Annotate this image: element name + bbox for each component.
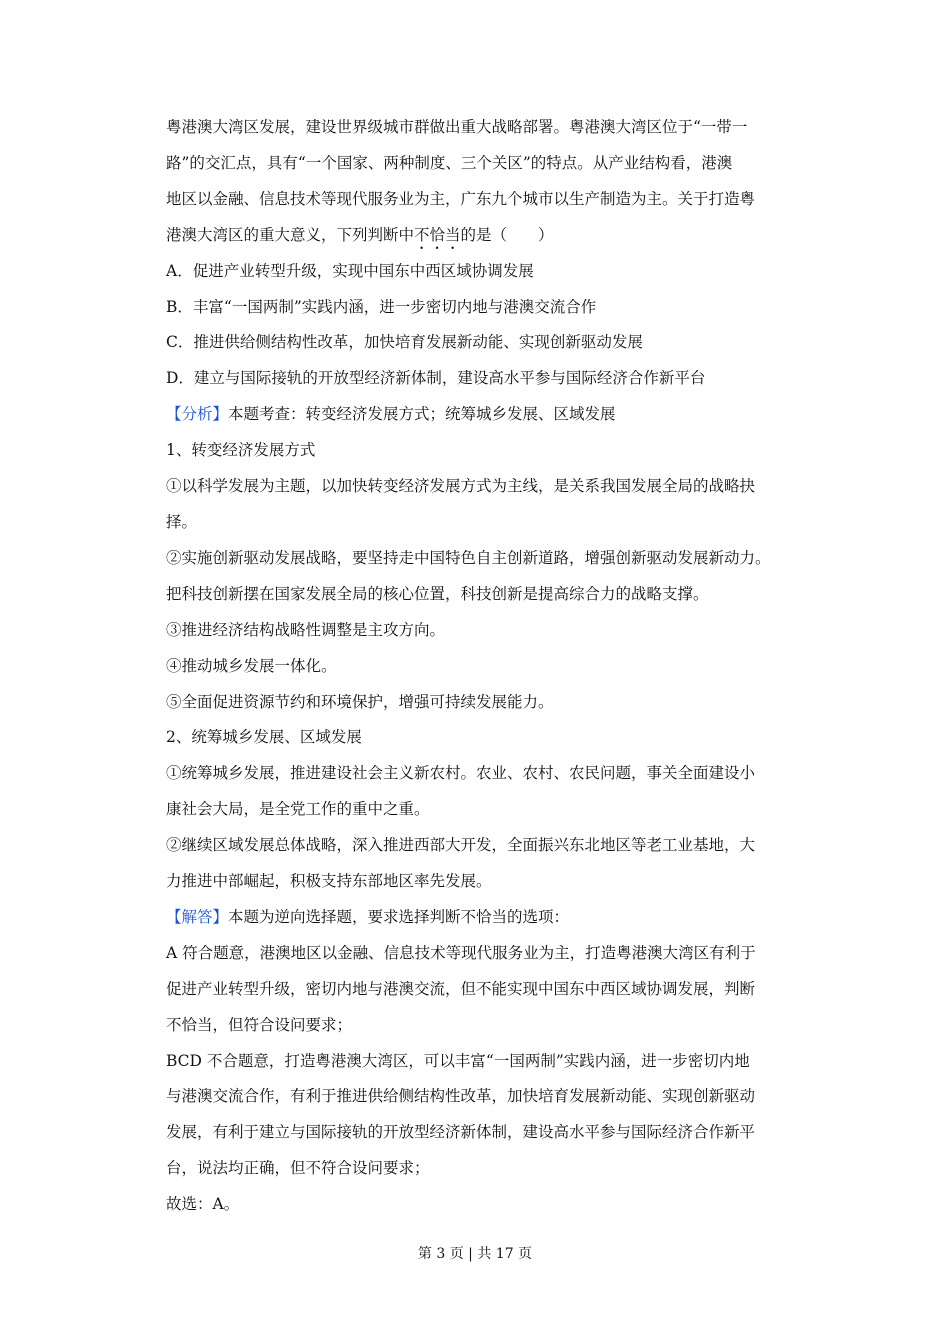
analysis-line: ②实施创新驱动发展战略，要坚持走中国特色自主创新道路，增强创新驱动发展新动力。 bbox=[166, 548, 771, 567]
answer-line: 故选：A。 bbox=[166, 1195, 240, 1214]
analysis-line: ③推进经济结构战略性调整是主攻方向。 bbox=[166, 620, 446, 639]
question-line bbox=[166, 218, 826, 254]
document-body bbox=[166, 110, 826, 1223]
analysis-heading bbox=[166, 397, 826, 433]
answer-line: 促进产业转型升级，密切内地与港澳交流，但不能实现中国东中西区域协调发展，判断 bbox=[166, 979, 756, 998]
analysis-line: ②继续区域发展总体战略，深入推进西部大开发，全面振兴东北地区等老工业基地，大 bbox=[166, 836, 756, 855]
analysis-tag: 【分析】 bbox=[166, 405, 229, 424]
analysis-intro: 本题考查：转变经济发展方式；统筹城乡发展、区域发展 bbox=[228, 405, 616, 424]
analysis-line: ①以科学发展为主题，以加快转变经济发展方式为主线，是关系我国发展全局的战略抉 bbox=[166, 477, 756, 496]
question-line: 粤港澳大湾区发展，建设世界级城市群做出重大战略部署。粤港澳大湾区位于“一带一 bbox=[166, 118, 748, 136]
answer-line: 台，说法均正确，但不符合设问要求； bbox=[166, 1159, 430, 1178]
answer-line: A 符合题意，港澳地区以金融、信息技术等现代服务业为主，打造粤港澳大湾区有利于 bbox=[166, 943, 756, 962]
question-text: 港澳大湾区的重大意义，下列判断中 bbox=[166, 225, 415, 244]
answer-line: 不恰当，但符合设问要求； bbox=[166, 1015, 353, 1034]
answer-line: BCD 不合题意，打造粤港澳大湾区，可以丰富“一国两制”实践内涵，进一步密切内地 bbox=[166, 1051, 750, 1070]
analysis-line: ④推动城乡发展一体化。 bbox=[166, 656, 337, 675]
option-c: C．推进供给侧结构性改革，加快培育发展新动能、实现创新驱动发展 bbox=[166, 333, 643, 352]
analysis-line: 把科技创新摆在国家发展全局的核心位置，科技创新是提高综合力的战略支撑。 bbox=[166, 584, 709, 603]
analysis-line: ①统筹城乡发展，推进建设社会主义新农村。农业、农村、农民问题，事关全面建设小 bbox=[166, 764, 756, 783]
analysis-line: 择。 bbox=[166, 512, 198, 531]
emphasized-text: 不恰当 bbox=[414, 225, 461, 244]
answer-line: 发展，有利于建立与国际接轨的开放型经济新体制，建设高水平参与国际经济合作新平 bbox=[166, 1123, 756, 1142]
option-a: A．促进产业转型升级，实现中国东中西区域协调发展 bbox=[166, 261, 534, 280]
answer-tag: 【解答】 bbox=[166, 907, 229, 926]
option-b: B．丰富“一国两制”实践内涵，进一步密切内地与港澳交流合作 bbox=[166, 297, 597, 316]
question-text: 的是（ ） bbox=[460, 225, 554, 244]
page-footer: 第 3 页 | 共 17 页 bbox=[417, 1246, 533, 1262]
answer-intro: 本题为逆向选择题，要求选择判断不恰当的选项： bbox=[228, 907, 570, 926]
analysis-line: ⑤全面促进资源节约和环境保护，增强可持续发展能力。 bbox=[166, 692, 554, 711]
question-line: 路”的交汇点，具有“一个国家、两种制度、三个关区”的特点。从产业结构看，港澳 bbox=[166, 153, 733, 172]
analysis-line: 2、统筹城乡发展、区域发展 bbox=[166, 728, 362, 747]
analysis-line: 康社会大局，是全党工作的重中之重。 bbox=[166, 800, 430, 819]
analysis-line: 力推进中部崛起，积极支持东部地区率先发展。 bbox=[166, 872, 492, 891]
analysis-line: 1、转变经济发展方式 bbox=[166, 441, 316, 460]
answer-heading bbox=[166, 900, 826, 936]
option-d: D．建立与国际接轨的开放型经济新体制，建设高水平参与国际经济合作新平台 bbox=[166, 369, 706, 388]
question-line: 地区以金融、信息技术等现代服务业为主，广东九个城市以生产制造为主。关于打造粤 bbox=[166, 189, 756, 208]
answer-line: 与港澳交流合作，有利于推进供给侧结构性改革，加快培育发展新动能、实现创新驱动 bbox=[166, 1087, 756, 1106]
